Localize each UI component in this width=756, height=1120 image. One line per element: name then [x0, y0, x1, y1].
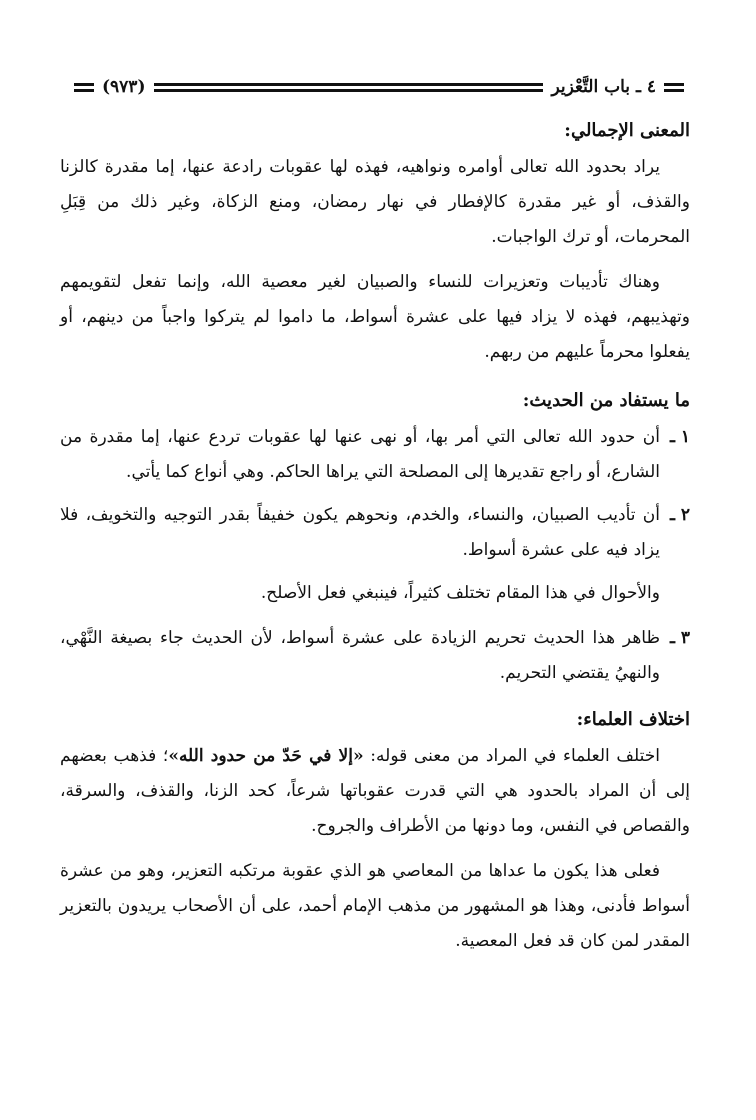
- list-item: [60, 621, 690, 691]
- section-heading-general-meaning: المعنى الإجمالي:: [564, 120, 690, 141]
- paragraph: [60, 739, 690, 844]
- paragraph: فعلى هذا يكون ما عداها من المعاصي هو الذي عقوبة مرتكبه التعزير، وهو من عشرة أسواط فأدنى، وهذا هو المشهور من مذهب الإمام أحمد، على أن الأصحاب يريدون بالتعزير المقدر لمن كان قد فعل المعصية.: [60, 861, 690, 951]
- chapter-title: ٤ ـ باب التَّعْزير: [551, 77, 656, 97]
- list-item-text: أن حدود الله تعالى التي أمر بها، أو نهى عنها لها عقوبات تردع عنها، إما مقدرة من الشارع، أو راجع تقديرها إلى المصلحة التي يراها الحاكم. وهي أنواع كما يأتي.: [60, 427, 660, 482]
- page-number: (٩٧٣): [102, 77, 146, 97]
- section-heading-scholars-differences: اختلاف العلماء:: [576, 709, 690, 730]
- paragraph: وهناك تأديبات وتعزيرات للنساء والصبيان لغير معصية الله، وإنما تفعل لتقويمهم وتهذيبهم، فهذه لا يزاد فيها على عشرة أسواط، ما داموا لم يتركوا واجباً من دينهم، أو يفعلوا محرماً عليهم من ربهم.: [60, 272, 690, 362]
- paragraph-intro: اختلف العلماء في المراد من معنى قوله:: [363, 746, 660, 766]
- section-heading-benefits: ما يستفاد من الحديث:: [522, 390, 690, 411]
- list-item-text: ظاهر هذا الحديث تحريم الزيادة على عشرة أسواط، لأن الحديث جاء بصيغة النَّهْي، والنهيُ يقتضي التحريم.: [60, 628, 660, 683]
- header-rule-right: [664, 83, 684, 92]
- header-rule-left: [74, 83, 94, 92]
- page-body: [60, 116, 690, 969]
- list-item: [60, 420, 690, 490]
- list-item-followup: والأحوال في هذا المقام تختلف كثيراً، فينبغي فعل الأصلح.: [260, 583, 660, 603]
- list-item: [60, 498, 690, 568]
- paragraph-rest: ؛ فذهب بعضهم إلى أن المراد بالحدود هي التي قدرت عقوباتها شرعاً، كحد الزنا، والقذف، والسرقة، والقصاص في النفس، وما دونها من الأطراف والجروح.: [60, 746, 690, 836]
- list-item-text: أن تأديب الصبيان، والنساء، والخدم، ونحوهم يكون خفيفاً بقدر التوجيه والتخويف، فلا يزاد فيه على عشرة أسواط.: [60, 505, 660, 560]
- list-item-number: ١ ـ: [669, 427, 690, 447]
- hadith-quote: «إلا في حَدّ من حدود الله»: [168, 746, 364, 766]
- paragraph: يراد بحدود الله تعالى أوامره ونواهيه، فهذه لها عقوبات رادعة عنها، إما مقدرة كالزنا والقذف، أو غير مقدرة كالإفطار في نهار رمضان، ومنع الزكاة، وغير ذلك من قِبَلِ المحرمات، أو ترك الواجبات.: [60, 157, 690, 247]
- list-item-number: ٢ ـ: [669, 505, 690, 525]
- list-item-number: ٣ ـ: [669, 628, 690, 648]
- page-header: [74, 70, 684, 104]
- header-rule-main: [154, 83, 544, 92]
